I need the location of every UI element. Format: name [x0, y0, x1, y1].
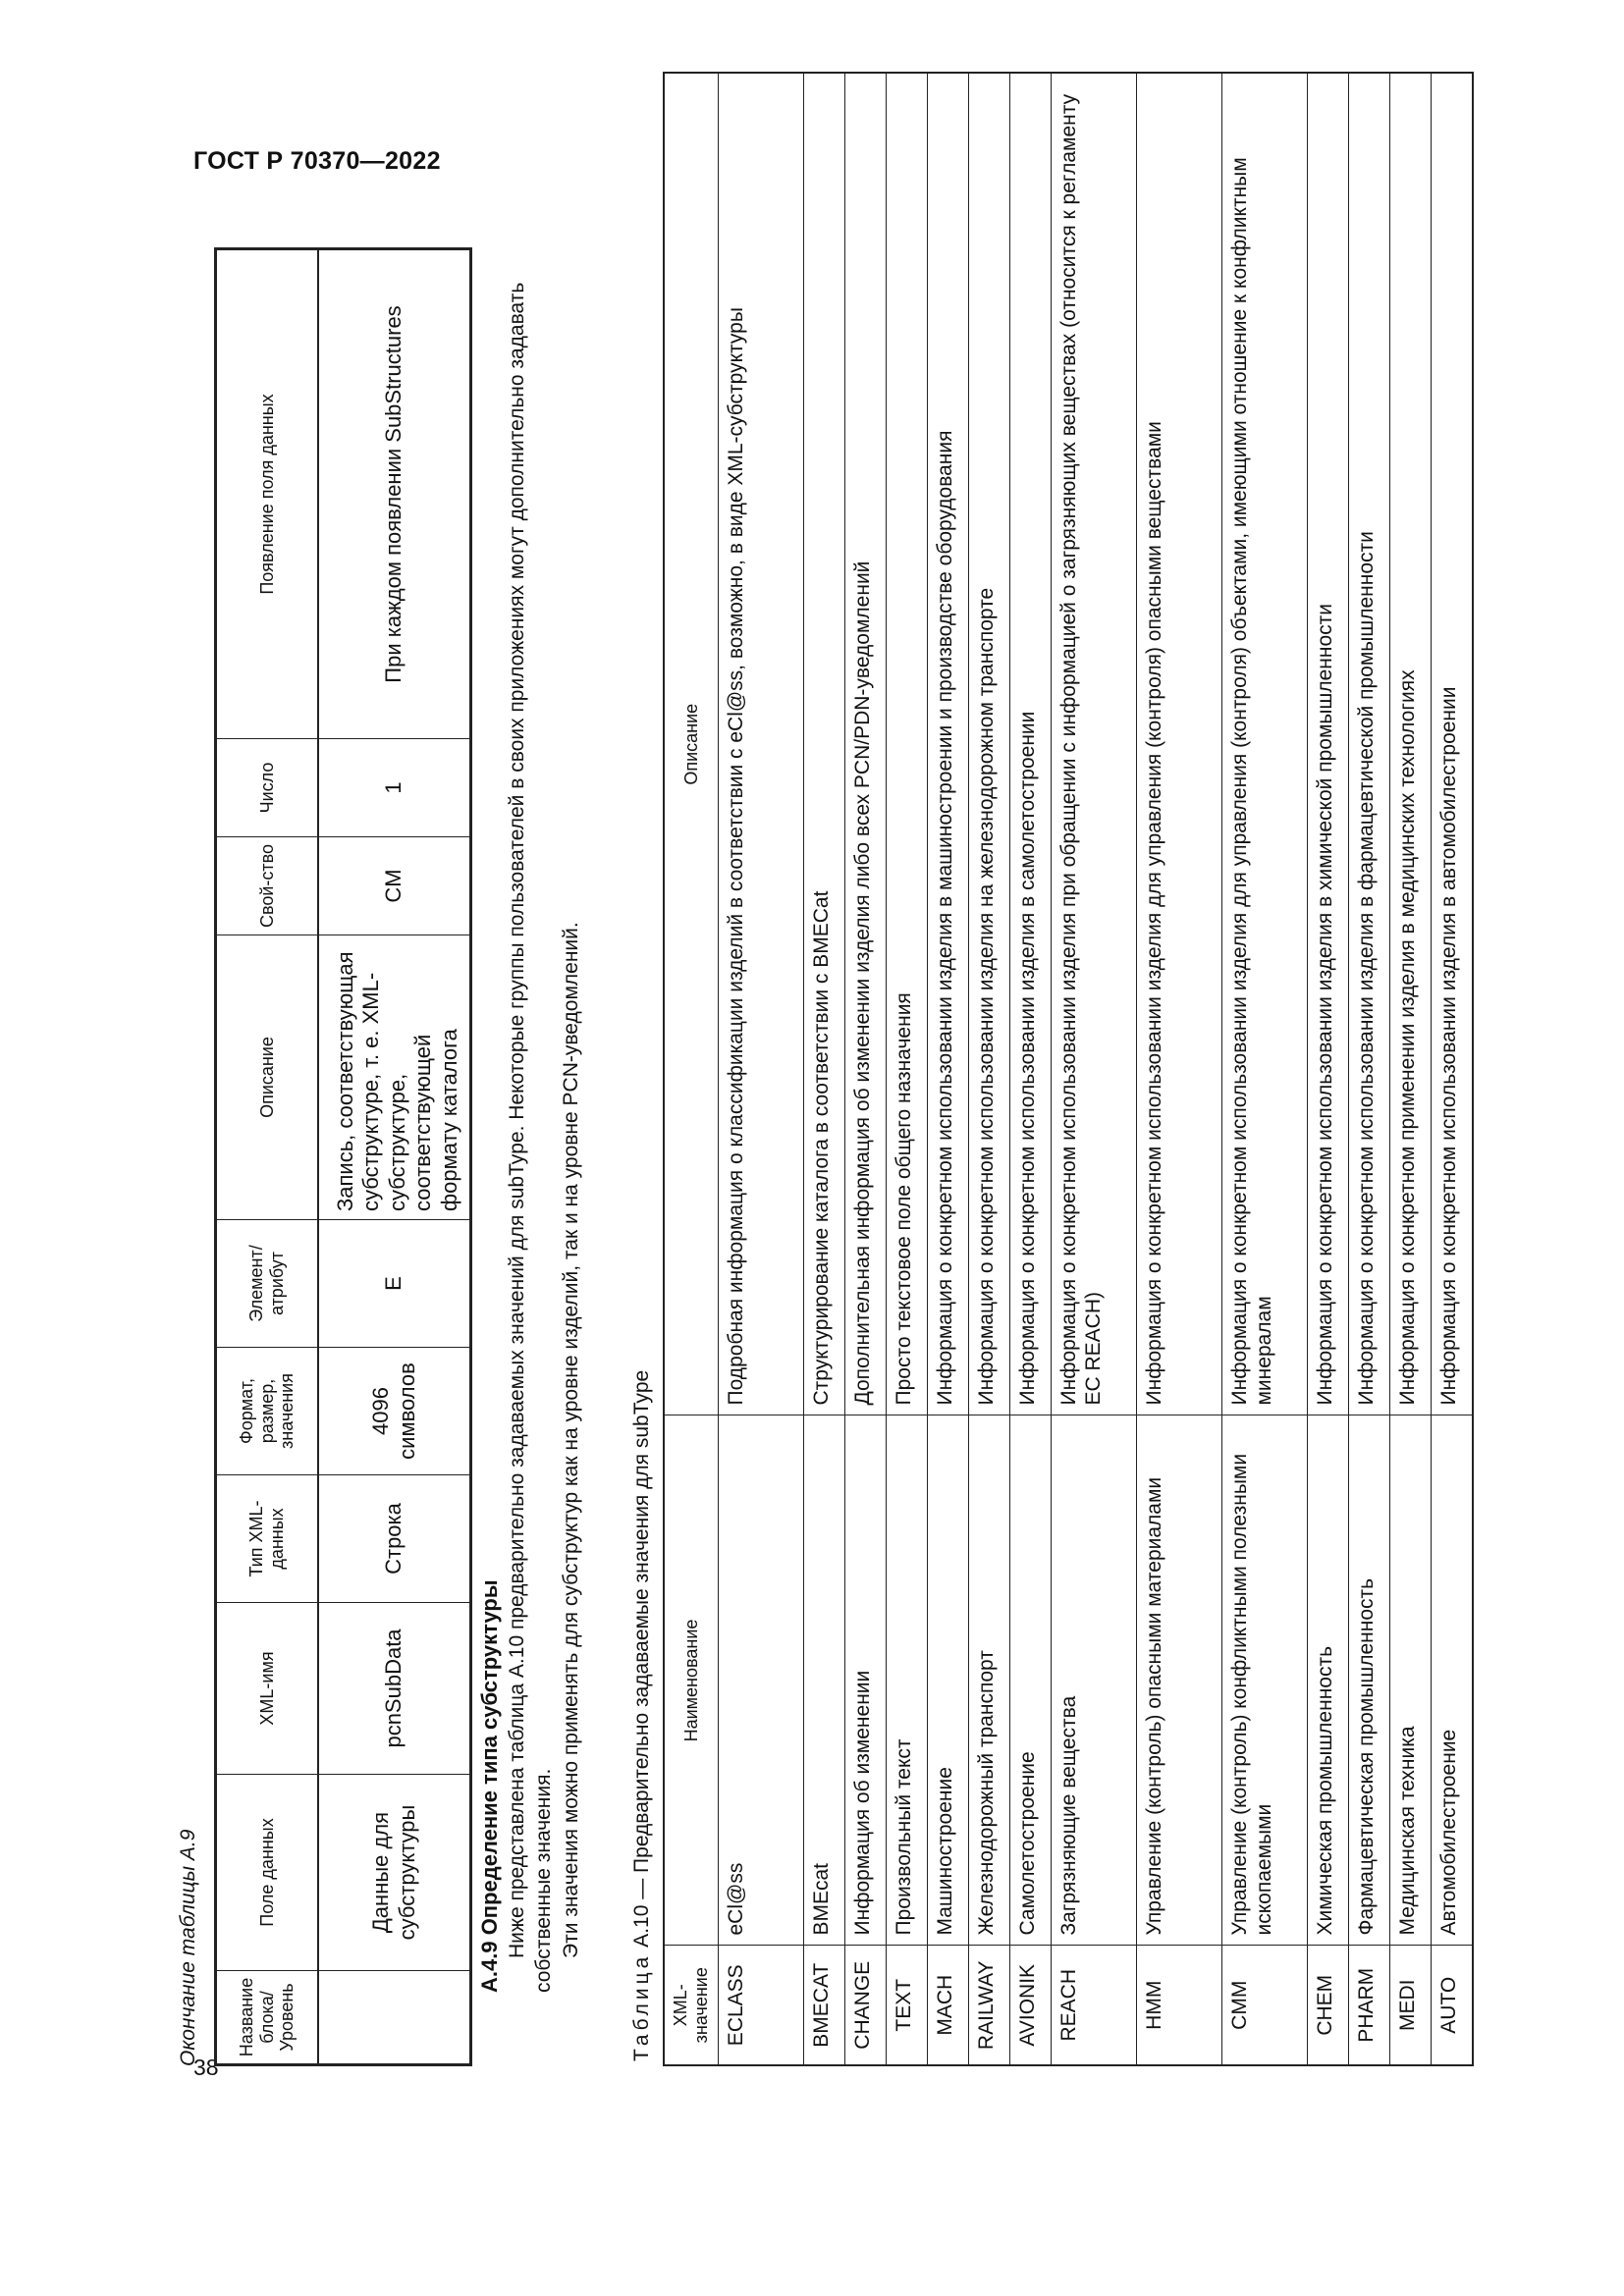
table-a10-col-header: Наименование	[664, 1415, 719, 1946]
cell-appearance: При каждом появлении SubStructures	[318, 249, 471, 739]
cell-description: Информация о конкретном использовании изделия при обращении с информацией о загрязняющих веществах (относится к регламенту ЕС REACH)	[1052, 73, 1137, 1415]
table-row	[1052, 73, 1137, 2065]
cell-code: REACH	[1052, 1946, 1137, 2065]
cell-description: Просто текстовое поле общего назначения	[887, 73, 928, 1415]
table-row	[1349, 73, 1390, 2065]
table-row	[928, 73, 969, 2065]
table-a9-col-header: XML-имя	[216, 1603, 319, 1775]
table-a9-col-header: Название блока/ Уровень	[216, 1971, 319, 2065]
cell-code: CHEM	[1308, 1946, 1349, 2065]
cell-description: Информация о конкретном использовании изделия в автомобилестроении	[1432, 73, 1473, 1415]
cell-name: Медицинская техника	[1390, 1415, 1432, 1946]
cell-element: E	[318, 1220, 471, 1348]
table-row	[1390, 73, 1432, 2065]
table-a10	[663, 72, 1474, 2066]
cell-code: PHARM	[1349, 1946, 1390, 2065]
cell-code: HMM	[1137, 1946, 1222, 2065]
cell-xml-name: pcnSubData	[318, 1603, 471, 1775]
table-row	[804, 73, 845, 2065]
section-heading: А.4.9 Определение типа субструктуры	[477, 1579, 502, 1993]
cell-description: Информация о конкретном использовании изделия для управления (контроля) опасными веществами	[1137, 73, 1222, 1415]
cell-name: Самолетостроение	[1010, 1415, 1052, 1946]
cell-description: Подробная информация о классификации изделий в соответствии с eCl@ss, возможно, в виде XML-субструктуры	[719, 73, 804, 1415]
cell-name: eCl@ss	[719, 1415, 804, 1946]
cell-name: Информация об изменении	[845, 1415, 887, 1946]
cell-format: 4096 символов	[318, 1348, 471, 1475]
section-a49	[476, 187, 585, 1993]
cell-field: Данные для субструктуры	[318, 1775, 471, 1971]
table-a10-col-header: XML-значение	[664, 1946, 719, 2065]
section-paragraph: Ниже представлена таблица А.10 предварительно задаваемых значений для subType. Некоторые группы пользователей в своих приложениях могут дополнительно задавать собственные значения.	[505, 282, 556, 1993]
table-row	[1010, 73, 1052, 2065]
cell-name: Автомобилестроение	[1432, 1415, 1473, 1946]
table-a10-header-row	[664, 73, 719, 2065]
table-row	[969, 73, 1010, 2065]
cell-code: MEDI	[1390, 1946, 1432, 2065]
table-a9-header-row	[216, 249, 319, 2065]
cell-name: Управление (контроль) конфликтными полезными ископаемыми	[1222, 1415, 1308, 1946]
page-number: 38	[193, 2055, 219, 2080]
table-row	[1308, 73, 1349, 2065]
table-row	[1222, 73, 1308, 2065]
table-row	[719, 73, 804, 2065]
cell-code: RAILWAY	[969, 1946, 1010, 2065]
cell-name: Химическая промышленность	[1308, 1415, 1349, 1946]
table-a9-col-header: Описание	[216, 935, 319, 1220]
cell-property: CM	[318, 837, 471, 935]
cell-count: 1	[318, 739, 471, 837]
table-row	[845, 73, 887, 2065]
cell-name: Железнодорожный транспорт	[969, 1415, 1010, 1946]
table-a9	[214, 247, 472, 2066]
table-a9-col-header: Свой-ство	[216, 837, 319, 935]
cell-description: Информация о конкретном использовании изделия в машиностроении и производстве оборудования	[928, 73, 969, 1415]
table-a10-col-header: Описание	[664, 73, 719, 1415]
cell-code: AVIONIK	[1010, 1946, 1052, 2065]
table-label: Таблица	[630, 1952, 653, 2061]
section-paragraph: Эти значения можно применять для субструктур как на уровне изделий, так и на уровне PCN-уведомлений.	[559, 922, 582, 1958]
table-row	[1137, 73, 1222, 2065]
table-row	[318, 249, 471, 2065]
table-a9-col-header: Формат, размер, значения	[216, 1348, 319, 1475]
cell-description: Информация о конкретном использовании изделия в фармацевтической промышленности	[1349, 73, 1390, 1415]
cell-description: Дополнительная информация об изменении изделия либо всех PCN/PDN-уведомлений	[845, 73, 887, 1415]
cell-description: Информация о конкретном использовании изделия в самолетостроении	[1010, 73, 1052, 1415]
cell-description: Информация о конкретном использовании изделия на железнодорожном транспорте	[969, 73, 1010, 1415]
cell-code: AUTO	[1432, 1946, 1473, 2065]
table-a9-col-header: Элемент/ атрибут	[216, 1220, 319, 1348]
table-a9-col-header: Число	[216, 739, 319, 837]
table-a9-col-header: Поле данных	[216, 1775, 319, 1971]
cell-name: Фармацевтическая промышленность	[1349, 1415, 1390, 1946]
cell-code: ECLASS	[719, 1946, 804, 2065]
table-row	[1432, 73, 1473, 2065]
cell-name: BMEcat	[804, 1415, 845, 1946]
cell-code: BMECAT	[804, 1946, 845, 2065]
cell-name: Произвольный текст	[887, 1415, 928, 1946]
cell-code: CHANGE	[845, 1946, 887, 2065]
table-a9-continuation-caption: Окончание таблицы А.9	[177, 1829, 199, 2066]
table-a10-title	[630, 1370, 654, 2061]
standard-header: ГОСТ Р 70370—2022	[193, 147, 441, 175]
cell-description: Информация о конкретном применении изделия в медицинских технологиях	[1390, 73, 1432, 1415]
cell-level	[318, 1971, 471, 2065]
cell-description: Информация о конкретном использовании изделия в химической промышленности	[1308, 73, 1349, 1415]
table-a10-caption: А.10 — Предварительно задаваемые значения для subType	[630, 1369, 653, 1948]
cell-name: Машиностроение	[928, 1415, 969, 1946]
cell-name: Управление (контроль) опасными материалами	[1137, 1415, 1222, 1946]
cell-name: Загрязняющие вещества	[1052, 1415, 1137, 1946]
cell-description: Информация о конкретном использовании изделия для управления (контроля) объектами, имеющими отношение к конфликтным минералам	[1222, 73, 1308, 1415]
table-a9-col-header: Появление поля данных	[216, 249, 319, 739]
cell-description: Запись, соответствующая субструктуре, т. е. XML-субструктуре, соответствующей формату каталога	[318, 935, 471, 1220]
rotated-page-content	[167, 0, 1571, 2066]
table-row	[887, 73, 928, 2065]
cell-code: MACH	[928, 1946, 969, 2065]
cell-code: CMM	[1222, 1946, 1308, 2065]
cell-description: Структурирование каталога в соответствии с BMECat	[804, 73, 845, 1415]
cell-xml-type: Строка	[318, 1475, 471, 1603]
table-a9-col-header: Тип XML-данных	[216, 1475, 319, 1603]
cell-code: TEXT	[887, 1946, 928, 2065]
